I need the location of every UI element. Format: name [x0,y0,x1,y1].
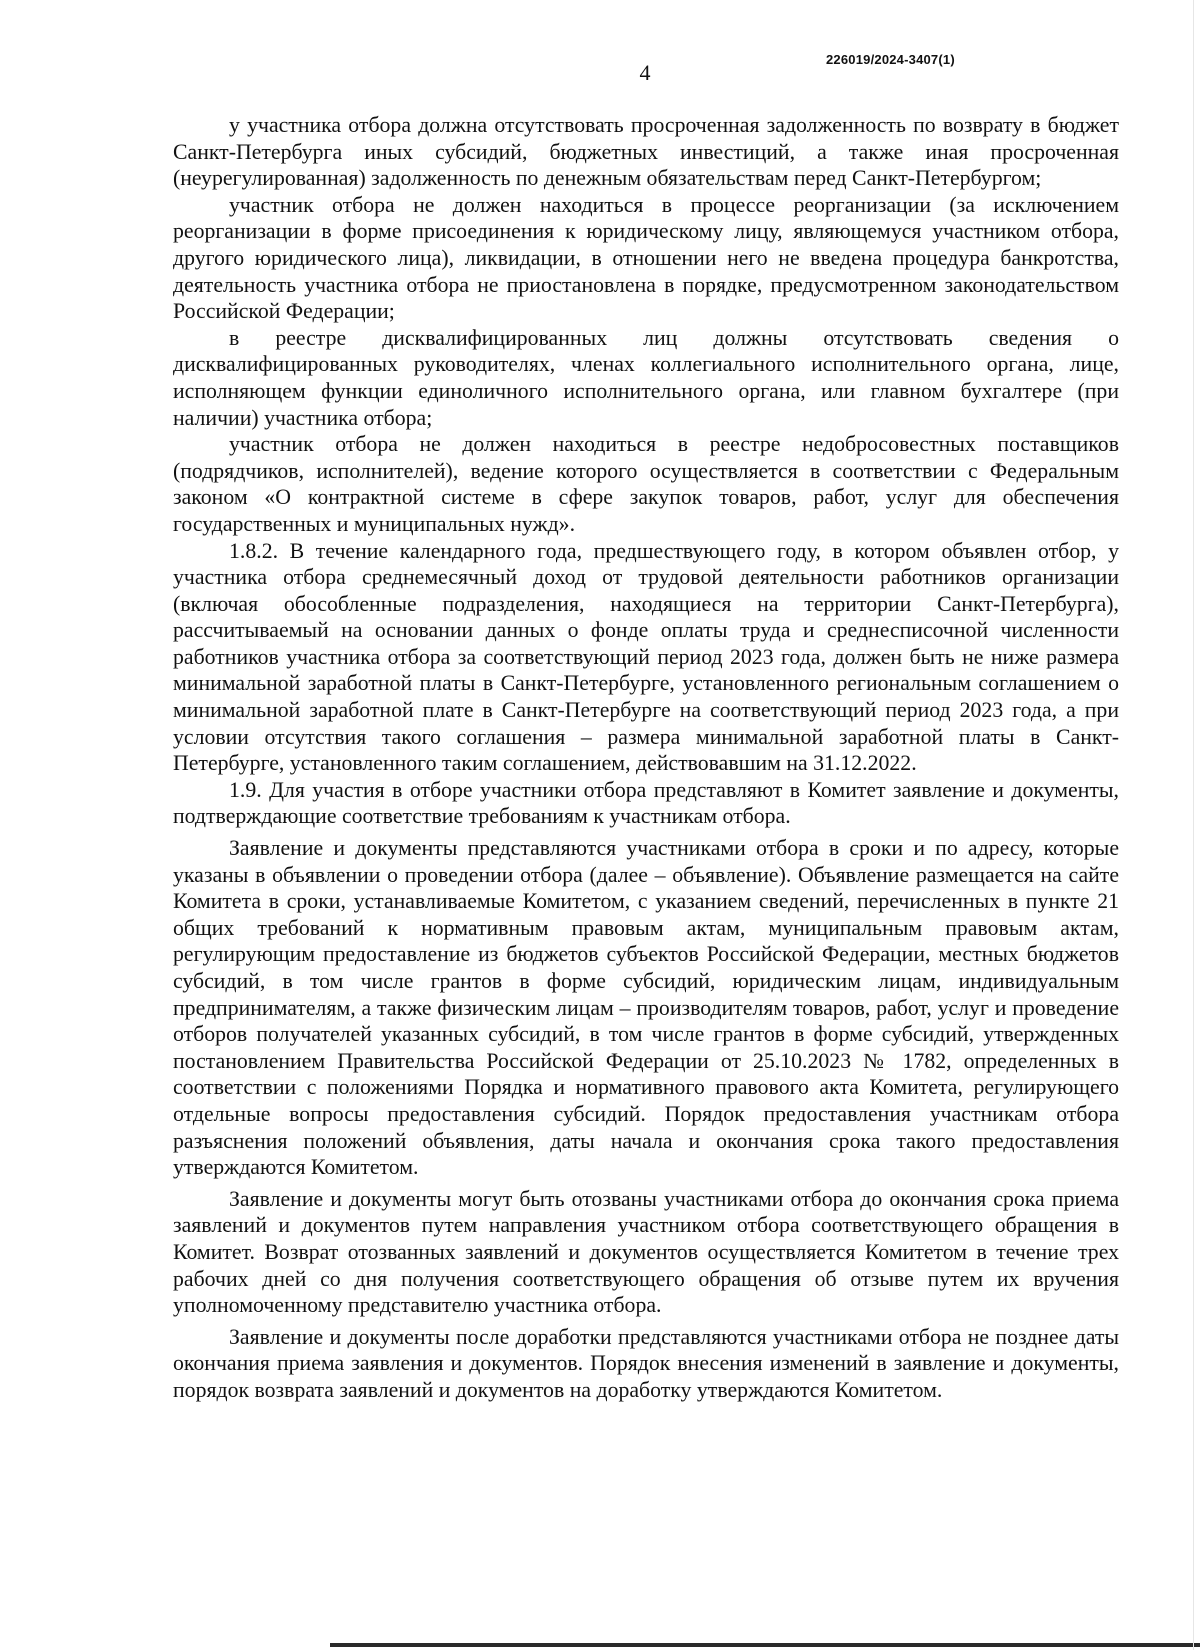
paragraph-revision: Заявление и документы после доработки представляются участниками отбора не позднее даты окончания приема заявления и документов. Порядок внесения изменений в заявление и документы, порядок возврата заявлений и документов на доработку утверждаются Комитетом. [173,1324,1119,1402]
paragraph-announcement: Заявление и документы представляются участниками отбора в сроки и по адресу, которые указаны в объявлении о проведении отбора (далее – объявление). Объявление размещается на сайте Комитета в сроки, устанавливаемые Комитетом, с указанием сведений, перечисленных в пункте 21 общих требований к нормативным правовым актам, муниципальным правовым актам, регулирующим предоставление из бюджетов субъектов Российской Федерации, местных бюджетов субсидий, в том числе грантов в форме субсидий, юридическим лицам, индивидуальным предпринимателям, а также физическим лицам – производителям товаров, работ, услуг и проведение отборов получателей указанных субсидий, в том числе грантов в форме субсидий, утвержденных постановлением Правительства Российской Федерации от 25.10.2023 № 1782, определенных в соответствии с положениями Порядка и нормативного правового акта Комитета, регулирующего отдельные вопросы предоставления субсидий. Порядок предоставления участникам отбора разъяснения положений объявления, даты начала и окончания срока такого предоставления утверждаются Комитетом. [173,836,1119,1180]
document-body [173,112,1119,1404]
scan-right-edge [1193,0,1194,1650]
page-number: 4 [639,60,651,85]
paragraph-reorganization-requirement: участник отбора не должен находиться в процессе реорганизации (за исключением реорганизации в форме присоединения к юридическому лицу, являющемуся участником отбора, другого юридического лица), ликвидации, в отношении него не введена процедура банкротства, деятельность участника отбора не приостановлена в порядке, предусмотренном законодательством Российской Федерации; [173,192,1119,324]
paragraph-disqualified-registry: в реестре дисквалифицированных лиц должны отсутствовать сведения о дисквалифицированных руководителях, членах коллегиального исполнительного органа, лице, исполняющем функции единоличного исполнительного органа, или главном бухгалтере (при наличии) участника отбора; [173,325,1119,430]
paragraph-unscrupulous-suppliers: участник отбора не должен находиться в реестре недобросовестных поставщиков (подрядчиков, исполнителей), ведение которого осуществляется в соответствии с Федеральным законом «О контрактной системе в сфере закупок товаров, работ, услуг для обеспечения государственных и муниципальных нужд». [173,432,1119,536]
paragraph-debt-requirement: у участника отбора должна отсутствовать просроченная задолженность по возврату в бюджет Санкт-Петербурга иных субсидий, бюджетных инвестиций, а также иная просроченная (неурегулированная) задолженность по денежным обязательствам перед Санкт-Петербургом; [173,113,1119,191]
paragraph-1-9-application: 1.9. Для участия в отборе участники отбора представляют в Комитет заявление и документы, подтверждающие соответствие требованиям к участникам отбора. [173,777,1119,829]
document-registration-number: 226019/2024-3407(1) [826,52,955,67]
paragraph-withdrawal: Заявление и документы могут быть отозваны участниками отбора до окончания срока приема заявлений и документов путем направления участником отбора соответствующего обращения в Комитет. Возврат отозванных заявлений и документов осуществляется Комитетом в течение трех рабочих дней со дня получения соответствующего обращения об отзыве путем их вручения уполномоченному представителю участника отбора. [173,1186,1119,1318]
scan-bottom-edge-line [330,1643,1200,1647]
paragraph-1-8-2-income: 1.8.2. В течение календарного года, предшествующего году, в котором объявлен отбор, у участника отбора среднемесячный доход от трудовой деятельности работников организации (включая обособленные подразделения, находящиеся на территории Санкт-Петербурга), рассчитываемый на основании данных о фонде оплаты труда и среднесписочной численности работников участника отбора за соответствующий период 2023 года, должен быть не ниже размера минимальной заработной платы в Санкт-Петербурге, установленного региональным соглашением о минимальной заработной плате в Санкт-Петербурге на соответствующий период 2023 года, а при условии отсутствия такого соглашения – размера минимальной заработной платы в Санкт-Петербурге, установленного таким соглашением, действовавшим на 31.12.2022. [173,538,1119,776]
